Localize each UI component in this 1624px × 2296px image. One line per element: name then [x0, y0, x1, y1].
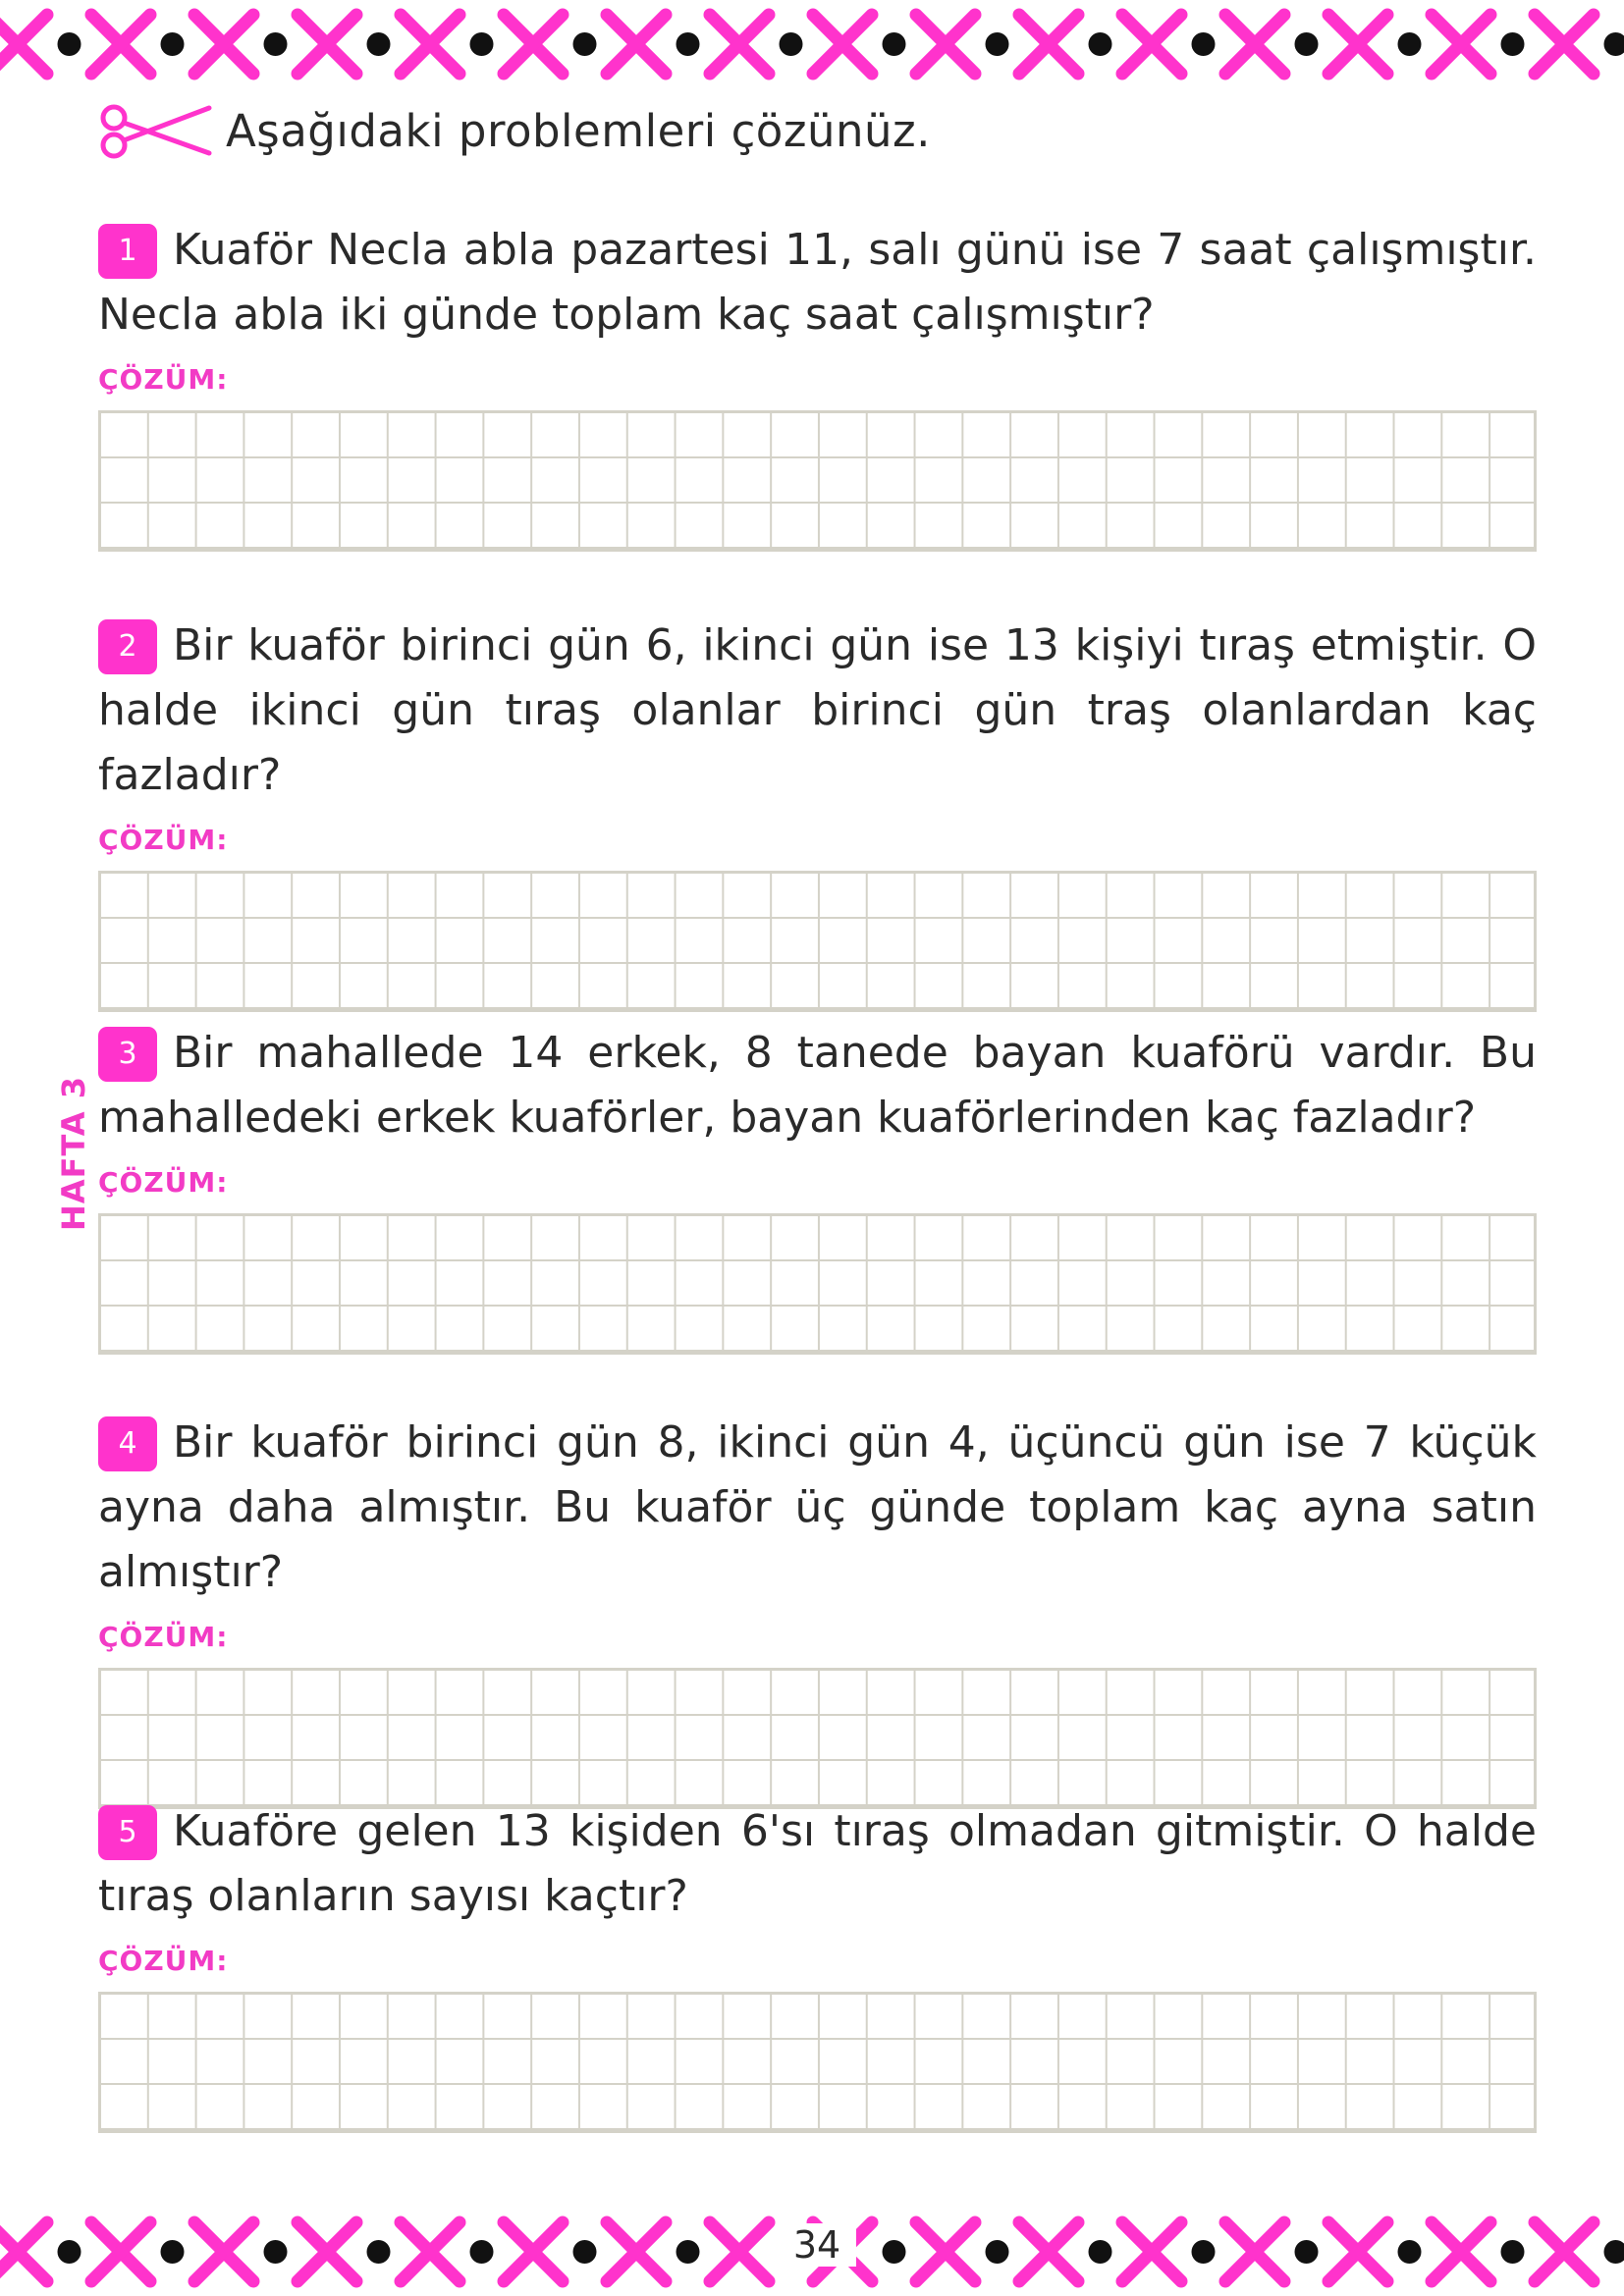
solution-grid[interactable] — [98, 410, 1537, 552]
border-x-mark — [1019, 15, 1078, 74]
problem-question: Bir kuaför birinci gün 8, ikinci gün 4, üçüncü gün ise 7 küçük ayna daha almıştır. Bu kuaför üç günde toplam kaç ayna satın almıştır? — [98, 1417, 1537, 1597]
solution-label: ÇÖZÜM: — [98, 1621, 229, 1653]
border-x-mark — [194, 2222, 253, 2281]
border-x-mark — [1328, 2222, 1387, 2281]
problem-number-badge: 4 — [98, 1416, 157, 1471]
border-dot — [58, 2240, 81, 2264]
border-x-mark — [916, 2222, 975, 2281]
problem-text-1 — [98, 218, 1537, 347]
border-dot — [1192, 2240, 1216, 2264]
border-x-mark — [1535, 15, 1594, 74]
border-dot — [1398, 2240, 1422, 2264]
problem-number-badge: 3 — [98, 1027, 157, 1082]
scissors-icon — [96, 96, 214, 165]
page-number: 34 — [778, 2223, 856, 2267]
border-dot — [264, 2240, 288, 2264]
border-dot — [161, 32, 185, 56]
border-dot — [677, 32, 700, 56]
week-label-text: HAFTA 3 — [55, 1076, 92, 1231]
solution-grid[interactable] — [98, 871, 1537, 1012]
problem-5 — [98, 1799, 1537, 2133]
border-x-mark — [401, 2222, 460, 2281]
border-x-mark — [0, 15, 47, 74]
border-dot — [573, 2240, 597, 2264]
border-x-mark — [1225, 15, 1284, 74]
border-x-mark — [504, 15, 563, 74]
border-x-mark — [813, 15, 872, 74]
problem-2 — [98, 614, 1537, 1012]
border-dot — [1295, 32, 1319, 56]
problem-text-3 — [98, 1021, 1537, 1150]
border-x-mark — [607, 15, 666, 74]
solution-label: ÇÖZÜM: — [98, 1166, 229, 1199]
border-x-mark — [401, 15, 460, 74]
problem-1 — [98, 218, 1537, 552]
solution-grid[interactable] — [98, 1992, 1537, 2133]
border-dot — [1604, 2240, 1624, 2264]
border-dot — [883, 2240, 906, 2264]
border-dot — [986, 2240, 1009, 2264]
border-dot — [470, 32, 494, 56]
border-dot — [367, 32, 391, 56]
solution-grid[interactable] — [98, 1668, 1537, 1809]
problem-4 — [98, 1411, 1537, 1809]
border-dot — [573, 32, 597, 56]
border-dot — [1398, 32, 1422, 56]
decorative-border-top — [0, 0, 1624, 88]
border-dot — [1501, 2240, 1525, 2264]
instruction-text: Aşağıdaki problemleri çözünüz. — [226, 104, 931, 157]
problem-number-badge: 2 — [98, 619, 157, 674]
border-dot — [1089, 2240, 1112, 2264]
border-x-mark — [710, 2222, 769, 2281]
border-dot — [1295, 2240, 1319, 2264]
border-x-mark — [504, 2222, 563, 2281]
problem-text-4 — [98, 1411, 1537, 1605]
problem-question: Kuaföre gelen 13 kişiden 6'sı tıraş olmadan gitmiştir. O halde tıraş olanların sayısı kaçtır? — [98, 1806, 1537, 1921]
border-x-mark — [710, 15, 769, 74]
border-x-mark — [194, 15, 253, 74]
border-x-mark — [91, 15, 150, 74]
problem-number-badge: 1 — [98, 224, 157, 279]
border-dot — [264, 32, 288, 56]
border-x-mark — [916, 15, 975, 74]
border-x-mark — [1432, 2222, 1490, 2281]
problem-question: Kuaför Necla abla pazartesi 11, salı günü ise 7 saat çalışmıştır. Necla abla iki günde toplam kaç saat çalışmıştır? — [98, 225, 1537, 340]
week-side-label — [49, 1076, 98, 1231]
border-dot — [161, 2240, 185, 2264]
problem-number-badge: 5 — [98, 1805, 157, 1860]
solution-label: ÇÖZÜM: — [98, 1945, 229, 1977]
solution-label: ÇÖZÜM: — [98, 824, 229, 856]
border-dot — [1501, 32, 1525, 56]
border-dot — [58, 32, 81, 56]
border-dot — [883, 32, 906, 56]
border-dot — [677, 2240, 700, 2264]
solution-grid[interactable] — [98, 1213, 1537, 1355]
border-x-mark — [298, 2222, 356, 2281]
border-dot — [1192, 32, 1216, 56]
border-x-mark — [91, 2222, 150, 2281]
problem-question: Bir kuaför birinci gün 6, ikinci gün ise 13 kişiyi tıraş etmiştir. O halde ikinci gün tıraş olanlar birinci gün traş olanlardan kaç fazladır? — [98, 620, 1537, 800]
border-x-mark — [1535, 2222, 1594, 2281]
problem-3 — [98, 1021, 1537, 1355]
border-x-mark — [607, 2222, 666, 2281]
instruction-row — [96, 96, 931, 165]
border-x-mark — [1225, 2222, 1284, 2281]
border-x-mark — [1019, 2222, 1078, 2281]
border-dot — [1604, 32, 1624, 56]
border-x-mark — [0, 2222, 47, 2281]
solution-label: ÇÖZÜM: — [98, 363, 229, 396]
border-dot — [780, 32, 803, 56]
border-x-mark — [1328, 15, 1387, 74]
border-dot — [986, 32, 1009, 56]
border-x-mark — [1122, 15, 1181, 74]
border-x-mark — [1122, 2222, 1181, 2281]
problem-text-2 — [98, 614, 1537, 808]
problem-question: Bir mahallede 14 erkek, 8 tanede bayan kuaförü vardır. Bu mahalledeki erkek kuaförler, bayan kuaförlerinden kaç fazladır? — [98, 1028, 1537, 1143]
border-dot — [470, 2240, 494, 2264]
border-x-mark — [1432, 15, 1490, 74]
border-dot — [1089, 32, 1112, 56]
problem-text-5 — [98, 1799, 1537, 1929]
border-x-mark — [298, 15, 356, 74]
border-dot — [367, 2240, 391, 2264]
